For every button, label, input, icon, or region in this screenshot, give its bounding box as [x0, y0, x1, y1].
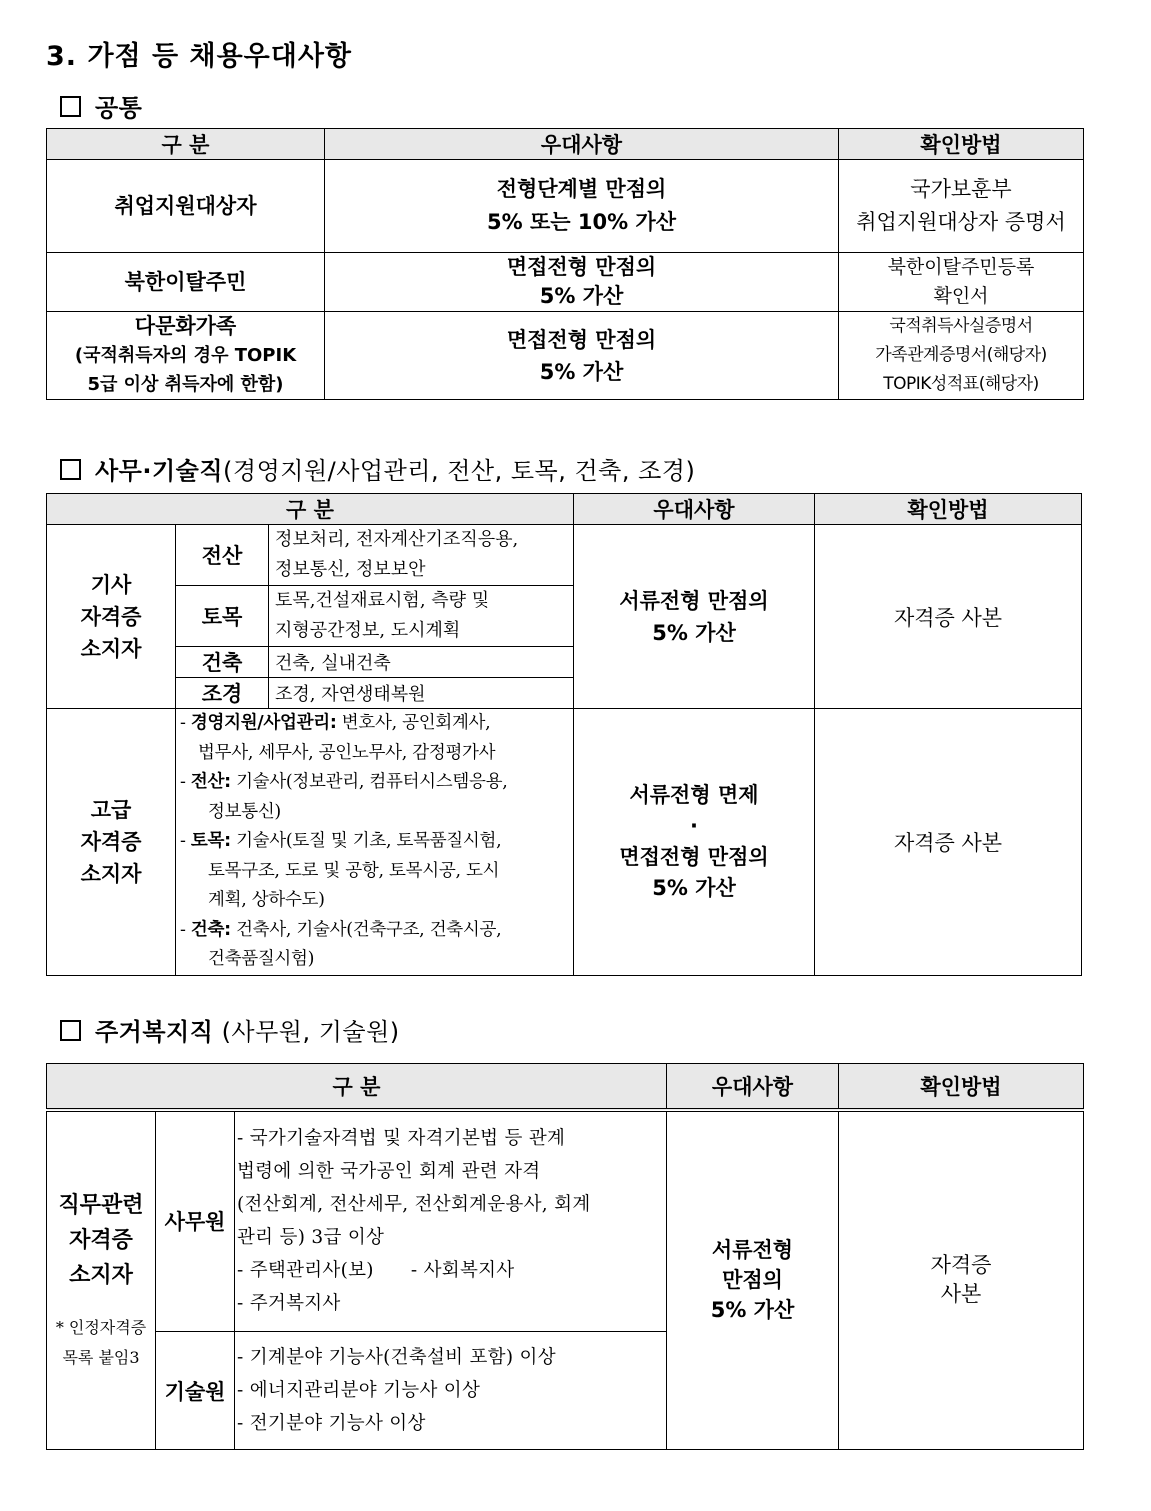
checkbox-square-icon	[60, 459, 81, 480]
table-row: 취업지원대상자 전형단계별 만점의 5% 또는 10% 가산 국가보훈부 취업지원대상자 증명서	[47, 160, 1084, 253]
table-row: 조경 조경, 자연생태복원	[47, 678, 1082, 709]
housing-table	[46, 1063, 1084, 1450]
header-category: 구 분	[47, 494, 574, 525]
header-method: 확인방법	[839, 1064, 1084, 1110]
checkbox-square-icon	[60, 96, 81, 117]
header-benefit: 우대사항	[574, 494, 815, 525]
section-housing-title: 주거복지직 (사무원, 기술원)	[60, 1012, 400, 1047]
header-category: 구 분	[47, 129, 325, 160]
page-heading: 3. 가점 등 채용우대사항	[46, 41, 352, 72]
section-common-title: 공통	[60, 88, 142, 123]
table-row: 다문화가족 (국적취득자의 경우 TOPIK 5급 이상 취득자에 한함) 면접전형 만점의 5% 가산 국적취득사실증명서 가족관계증명서(해당자) TOPIK성적표(해당자)	[47, 312, 1084, 400]
table-row: 고급 자격증 소지자 - 경영지원/사업관리: 변호사, 공인회계사, 법무사, 세무사, 공인노무사, 감정평가사 - 전산: 기술사(정보관리, 컴퓨터시스템응용, 정보통신) - 토목: 기술사(토질 및 기초, 토목품질시험, 토목구조, 도로 및 공항, 토목시공, 도시 계획, 상하수도) - 건축: 건축사, 기술사(건축구조, 건축시공, 건축품질시험) 서류전형 면제 · 면접전형 만점의 5% 가산 자격증 사본	[47, 709, 1082, 976]
section-office-tech-title: 사무·기술직(경영지원/사업관리, 전산, 토목, 건축, 조경)	[60, 451, 695, 486]
table-row: 토목 토목,건설재료시험, 측량 및 지형공간정보, 도시계획	[47, 586, 1082, 647]
header-category: 구 분	[47, 1064, 667, 1110]
checkbox-square-icon	[60, 1020, 81, 1041]
table-row: 기술원 - 기계분야 기능사(건축설비 포함) 이상 - 에너지관리분야 기능사 이상 - 전기분야 기능사 이상	[47, 1332, 1084, 1450]
header-benefit: 우대사항	[667, 1064, 839, 1110]
table-row: 건축 건축, 실내건축	[47, 647, 1082, 678]
table-row: 직무관련 자격증 소지자 * 인정자격증 목록 붙임3 사무원 - 국가기술자격법 및 자격기본법 등 관계 법령에 의한 국가공인 회계 관련 자격 (전산회계, 전산세무, 전산회계운용사, 회계 관리 등) 3급 이상 - 주택관리사(보) - 사회복지사 - 주거복지사 서류전형 만점의 5% 가산 자격증 사본	[47, 1110, 1084, 1332]
table-row: 기사 자격증 소지자 전산 정보처리, 전자계산기조직응용, 정보통신, 정보보안 서류전형 만점의 5% 가산 자격증 사본	[47, 525, 1082, 586]
header-benefit: 우대사항	[325, 129, 839, 160]
header-method: 확인방법	[815, 494, 1082, 525]
table-row: 북한이탈주민 면접전형 만점의 5% 가산 북한이탈주민등록 확인서	[47, 253, 1084, 312]
office-tech-table	[46, 493, 1082, 976]
common-table	[46, 128, 1084, 400]
header-method: 확인방법	[839, 129, 1084, 160]
